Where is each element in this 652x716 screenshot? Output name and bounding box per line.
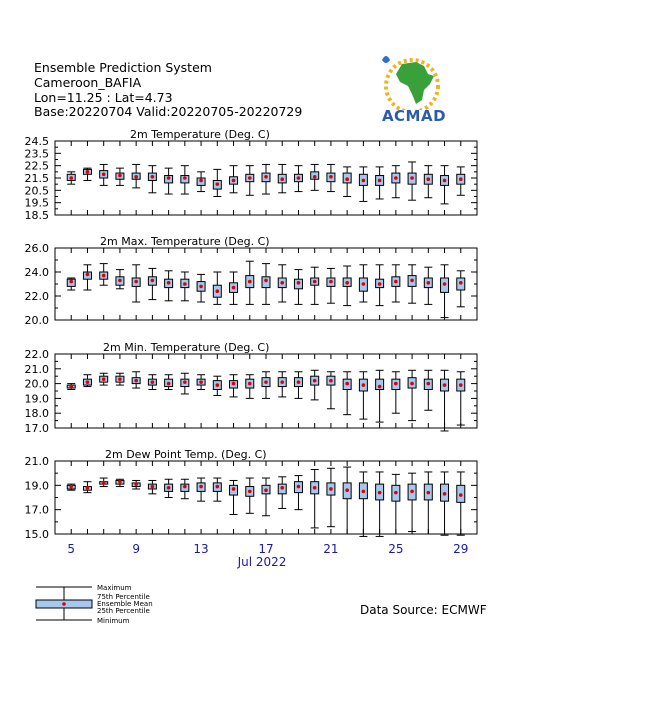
box-29	[457, 472, 465, 535]
y-tick-label: 17.0	[24, 422, 49, 435]
box-27	[424, 370, 432, 410]
panel-1	[25, 128, 478, 222]
y-tick-label: 18.5	[24, 209, 49, 222]
mean-point	[297, 176, 301, 180]
box-13	[197, 375, 205, 390]
mean-point	[410, 176, 414, 180]
mean-point	[69, 176, 73, 180]
box-29	[457, 372, 465, 425]
mean-point	[345, 177, 349, 181]
box-26	[408, 473, 416, 531]
box-23	[359, 472, 367, 536]
logo-text: ACMAD	[381, 107, 447, 125]
mean-point	[280, 486, 284, 490]
mean-point	[232, 286, 236, 290]
header-title: Ensemble Prediction System	[34, 60, 212, 75]
box-29	[457, 271, 465, 307]
y-tick-label: 24.0	[24, 266, 49, 279]
box-28	[441, 370, 449, 431]
mean-point	[378, 179, 382, 183]
panel-title: 2m Dew Point Temp. (Deg. C)	[105, 448, 267, 461]
mean-point	[69, 280, 73, 284]
mean-point	[378, 491, 382, 495]
legend-maximum-label: Maximum	[97, 584, 132, 592]
mean-point	[102, 377, 106, 381]
box-18	[278, 164, 286, 192]
y-tick-label: 20.0	[24, 314, 49, 327]
box-14	[213, 272, 221, 304]
mean-point	[199, 485, 203, 489]
box-26	[408, 265, 416, 303]
mean-point	[313, 486, 317, 490]
box-10	[148, 375, 156, 390]
mean-point	[167, 281, 171, 285]
mean-point	[362, 490, 366, 494]
box-13	[197, 478, 205, 501]
box-9	[132, 372, 140, 388]
y-tick-label: 20.5	[24, 184, 49, 198]
y-tick-label: 20.0	[24, 377, 49, 391]
mean-point	[248, 490, 252, 494]
y-tick-label: 15.0	[24, 528, 49, 541]
y-tick-label: 19.0	[24, 479, 49, 493]
box-26	[408, 162, 416, 200]
box-17	[262, 478, 270, 516]
mean-point	[248, 176, 252, 180]
y-tick-label: 26.0	[24, 242, 49, 255]
box-16	[246, 261, 254, 304]
mean-point	[329, 280, 333, 284]
box-21	[327, 268, 335, 303]
box-18	[278, 477, 286, 509]
header-base-valid: Base:20220704 Valid:20220705-20220729	[34, 104, 303, 119]
mean-point	[297, 380, 301, 384]
box-19	[294, 270, 302, 305]
mean-point	[313, 379, 317, 383]
box-11	[165, 168, 173, 194]
y-tick-label: 21.5	[24, 172, 49, 185]
mean-point	[216, 289, 220, 293]
mean-point	[264, 279, 268, 283]
box-6	[83, 265, 91, 290]
box-22	[343, 266, 351, 306]
panel-3	[25, 341, 478, 435]
box-11	[165, 479, 173, 497]
box-23	[359, 167, 367, 202]
box-22	[343, 372, 351, 415]
box-24	[376, 472, 384, 536]
mean-point	[118, 174, 122, 178]
mean-point	[118, 480, 122, 484]
mean-point	[118, 377, 122, 381]
mean-point	[248, 280, 252, 284]
mean-point	[280, 177, 284, 181]
box-16	[246, 478, 254, 513]
box-15	[230, 480, 238, 514]
y-tick-label: 21.0	[24, 455, 49, 468]
box-5	[67, 278, 75, 290]
legend-mean-label: Ensemble Mean	[97, 600, 153, 608]
box-7	[100, 478, 108, 487]
box-11	[165, 271, 173, 301]
y-tick-label: 19.5	[24, 196, 49, 210]
box-8	[116, 270, 124, 289]
mean-point	[86, 273, 90, 277]
mean-point	[329, 379, 333, 383]
mean-point	[216, 383, 220, 387]
box-24	[376, 370, 384, 422]
mean-point	[232, 382, 236, 386]
panel-title: 2m Temperature (Deg. C)	[130, 128, 270, 141]
box-13	[197, 172, 205, 192]
box-9	[132, 265, 140, 302]
mean-point	[362, 179, 366, 183]
box-20	[311, 470, 319, 528]
box-21	[327, 164, 335, 191]
mean-point	[459, 281, 463, 285]
mean-point	[183, 176, 187, 180]
y-tick-label: 22.0	[24, 348, 49, 361]
box-10	[148, 480, 156, 493]
mean-point	[362, 282, 366, 286]
box-8	[116, 373, 124, 385]
mean-point	[443, 492, 447, 496]
y-tick-label: 18.0	[24, 407, 49, 421]
mean-point	[345, 281, 349, 285]
box-26	[408, 370, 416, 420]
mean-point	[394, 176, 398, 180]
mean-point	[86, 380, 90, 384]
box-25	[392, 265, 400, 302]
mean-point	[264, 380, 268, 384]
y-tick-label: 17.0	[24, 503, 49, 517]
box-18	[278, 265, 286, 302]
mean-point	[232, 487, 236, 491]
box-8	[116, 168, 124, 185]
box-8	[116, 479, 124, 486]
box-25	[392, 166, 400, 198]
mean-point	[394, 491, 398, 495]
data-source: Data Source: ECMWF	[360, 603, 487, 617]
mean-point	[459, 383, 463, 387]
box-9	[132, 480, 140, 489]
box-27	[424, 267, 432, 304]
mean-point	[427, 382, 431, 386]
box-14	[213, 169, 221, 196]
box-12	[181, 166, 189, 194]
box-6	[83, 375, 91, 387]
mean-point	[134, 379, 138, 383]
mean-point	[329, 487, 333, 491]
y-tick-label: 24.5	[24, 135, 49, 148]
mean-point	[151, 485, 155, 489]
box-23	[359, 372, 367, 419]
mean-point	[69, 485, 73, 489]
mean-point	[313, 280, 317, 284]
mean-point	[410, 490, 414, 494]
box-24	[376, 265, 384, 306]
panel-2	[25, 235, 478, 327]
box-20	[311, 267, 319, 304]
mean-point	[183, 485, 187, 489]
box-16	[246, 166, 254, 196]
legend-minimum-label: Minimum	[97, 617, 130, 625]
box-12	[181, 479, 189, 498]
box-14	[213, 376, 221, 395]
mean-point	[134, 175, 138, 179]
box-25	[392, 372, 400, 413]
box-25	[392, 474, 400, 534]
mean-point	[167, 382, 171, 386]
mean-point	[264, 488, 268, 492]
mean-point	[69, 385, 73, 389]
box-12	[181, 373, 189, 394]
mean-point	[427, 177, 431, 181]
mean-point	[167, 486, 171, 490]
box-15	[230, 375, 238, 397]
legend-p75-label: 75th Percentile	[97, 593, 150, 601]
mean-point	[151, 175, 155, 179]
mean-point	[345, 382, 349, 386]
mean-point	[378, 385, 382, 389]
mean-point	[199, 285, 203, 289]
y-tick-label: 22.0	[24, 290, 49, 303]
box-23	[359, 265, 367, 302]
box-18	[278, 372, 286, 397]
x-tick-label: 25	[388, 542, 404, 556]
box-7	[100, 373, 108, 385]
mean-point	[280, 281, 284, 285]
box-9	[132, 164, 140, 187]
mean-point	[151, 279, 155, 283]
box-27	[424, 166, 432, 198]
panel-title: 2m Min. Temperature (Deg. C)	[103, 341, 270, 354]
box-11	[165, 375, 173, 390]
box-17	[262, 164, 270, 194]
panel-title: 2m Max. Temperature (Deg. C)	[100, 235, 270, 248]
legend	[36, 587, 92, 620]
mean-point	[443, 282, 447, 286]
mean-point	[427, 281, 431, 285]
mean-point	[329, 175, 333, 179]
y-tick-label: 22.5	[24, 159, 49, 173]
mean-point	[183, 380, 187, 384]
mean-point	[443, 383, 447, 387]
x-tick-label: 9	[132, 542, 140, 556]
mean-point	[378, 282, 382, 286]
box-7	[100, 264, 108, 286]
legend-mean-point	[62, 602, 66, 606]
box-21	[327, 468, 335, 526]
box-12	[181, 272, 189, 301]
x-tick-label: 29	[453, 542, 469, 556]
mean-point	[427, 491, 431, 495]
box-28	[441, 265, 449, 318]
mean-point	[394, 382, 398, 386]
box-28	[441, 166, 449, 204]
mean-point	[216, 485, 220, 489]
mean-point	[183, 282, 187, 286]
legend-p25-label: 25th Percentile	[97, 607, 150, 615]
mean-point	[394, 280, 398, 284]
box-19	[294, 166, 302, 192]
y-tick-label: 19.0	[24, 392, 49, 406]
mean-point	[86, 170, 90, 174]
mean-point	[199, 179, 203, 183]
mean-point	[410, 382, 414, 386]
box-22	[343, 167, 351, 197]
y-tick-label: 21.0	[24, 362, 49, 376]
box-28	[441, 472, 449, 535]
box-27	[424, 472, 432, 534]
box-10	[148, 166, 156, 193]
mean-point	[280, 380, 284, 384]
box-19	[294, 372, 302, 399]
box-7	[100, 164, 108, 185]
box-22	[343, 467, 351, 534]
mean-point	[102, 274, 106, 278]
box-20	[311, 164, 319, 190]
mean-point	[443, 179, 447, 183]
mean-point	[410, 279, 414, 283]
mean-point	[297, 281, 301, 285]
y-tick-label: 23.5	[24, 147, 49, 161]
mean-point	[151, 380, 155, 384]
mean-point	[345, 488, 349, 492]
box-5	[67, 484, 75, 490]
box-15	[230, 272, 238, 304]
box-20	[311, 370, 319, 400]
box-13	[197, 274, 205, 302]
box-15	[230, 166, 238, 193]
mean-point	[86, 486, 90, 490]
box-10	[148, 268, 156, 299]
panel-4	[25, 448, 478, 541]
mean-point	[362, 383, 366, 387]
x-tick-label: 17	[258, 542, 274, 556]
box-17	[262, 264, 270, 305]
mean-point	[102, 481, 106, 485]
x-tick-label: 21	[323, 542, 339, 556]
mean-point	[216, 182, 220, 186]
box-6	[83, 482, 91, 493]
box-21	[327, 372, 335, 409]
box-14	[213, 478, 221, 501]
mean-point	[297, 485, 301, 489]
x-axis-month: Jul 2022	[237, 555, 287, 569]
box-6	[83, 168, 91, 180]
box-16	[246, 375, 254, 399]
box-5	[67, 384, 75, 390]
mean-point	[134, 280, 138, 284]
box-19	[294, 476, 302, 510]
box-24	[376, 167, 384, 199]
box-17	[262, 372, 270, 399]
x-tick-label: 13	[193, 542, 209, 556]
mean-point	[167, 176, 171, 180]
mean-point	[264, 175, 268, 179]
mean-point	[459, 493, 463, 497]
mean-point	[102, 173, 106, 177]
mean-point	[459, 177, 463, 181]
mean-point	[134, 482, 138, 486]
mean-point	[232, 179, 236, 183]
header-location: Cameroon_BAFIA	[34, 75, 142, 90]
box-5	[67, 172, 75, 184]
mean-point	[313, 175, 317, 179]
mean-point	[199, 380, 203, 384]
mean-point	[118, 279, 122, 283]
mean-point	[248, 382, 252, 386]
box-29	[457, 167, 465, 195]
header-coordinates: Lon=11.25 : Lat=4.73	[34, 90, 173, 105]
x-tick-label: 5	[67, 542, 76, 556]
